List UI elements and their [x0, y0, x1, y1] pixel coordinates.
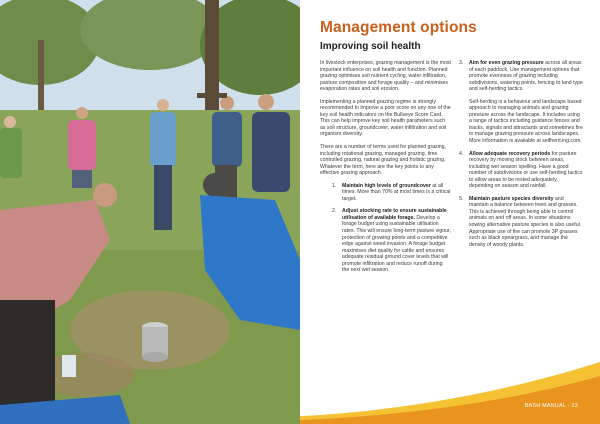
- item-number: 2.: [332, 208, 337, 215]
- paragraph: Implementing a planned grazing regime is strongly recommended to improve a poor score on any one of the key soil health indicators on the Bullseye Score Card. This can help improve key soil health parameters such as soil structure, groundcover, water infiltration and soil organism diversity.: [320, 98, 451, 138]
- item-lead: Aim for even grazing pressure: [469, 60, 544, 66]
- item-text: and maintain a balance between trees and grasses. This is achieved through being able to control animals on and off areas. In some situations sowing alternative pasture species is also useful. Appropriate use of fire can promote 3P grasses such as black speargrass, and manage the density of woody plants.: [469, 195, 582, 248]
- numbered-list: [459, 60, 583, 248]
- left-column: [320, 60, 451, 280]
- text-page: [300, 0, 600, 424]
- list-item: [459, 196, 583, 248]
- item-text: Develop a forage budget using sustainable utilisation rates. This will ensure long-term pasture vigour, protection of growing points and a competitive edge against weed invasion. A forage budget maximises diet quality for cattle and ensures adequate residual ground cover levels that will promote infiltration and reduce runoff during the next wet season.: [342, 214, 451, 274]
- item-lead: Adjust stocking rate to ensure sustainable utilisation of available forage.: [342, 208, 447, 221]
- item-number: 5.: [459, 195, 464, 202]
- item-number: 4.: [459, 150, 464, 157]
- footer-wave: [300, 354, 600, 424]
- list-item: [332, 183, 451, 203]
- paragraph: There are a number of terms used for planned grazing, including rotational grazing, managed grazing, time controlled grazing, natural grazing and holistic grazing. Whatever the term, here are the key points to any effective grazing approach.: [320, 144, 447, 177]
- item-text: Self-herding is a behaviour and landscape based approach to managing animals and grazing pressure across the landscape. It includes using a range of tactics including guidance fences and tracks, signals and attractants and sometimes fire to manage grazing pressure across landscapes. More information is available at selfherd.ing.com.: [469, 98, 583, 145]
- item-lead: Maintain pasture species diversity: [469, 195, 554, 202]
- numbered-list: [320, 183, 451, 274]
- item-lead: Allow adequate recovery periods: [469, 150, 551, 157]
- paragraph: In livestock enterprises, grazing management is the most important influence on soil health and function. Planned grazing optimises soil nutrient cycling, water infiltration, pasture composition and forage quality – and minimises evaporation rates and soil erosion.: [320, 60, 451, 93]
- item-lead: Maintain high levels of groundcover: [342, 182, 431, 189]
- right-column: [459, 60, 583, 254]
- page-subtitle: Improving soil health: [320, 41, 421, 52]
- list-item: [459, 60, 583, 93]
- item-number: 3.: [459, 60, 464, 66]
- list-item: [459, 151, 583, 190]
- item-text: across all areas of each paddock. Use management options that promote evenness of grazing including subdivisions, watering points, fencing to land type and self-herding tactics.: [469, 60, 583, 93]
- item-text: for pasture recovery by moving stock between areas, including wet season spelling. Have a good number of subdivisions or use self-herding tactics to allow areas to be rested adequately, depending on season and rainfall.: [469, 150, 583, 190]
- list-item: [332, 208, 451, 273]
- item-number: 1.: [332, 182, 337, 189]
- list-item: [459, 99, 583, 145]
- page-footer: BASH MANUAL - 23: [524, 403, 578, 409]
- page-title: Management options: [320, 19, 477, 36]
- item-text: at all times. More than 70% at most times is a critical target.: [342, 182, 451, 202]
